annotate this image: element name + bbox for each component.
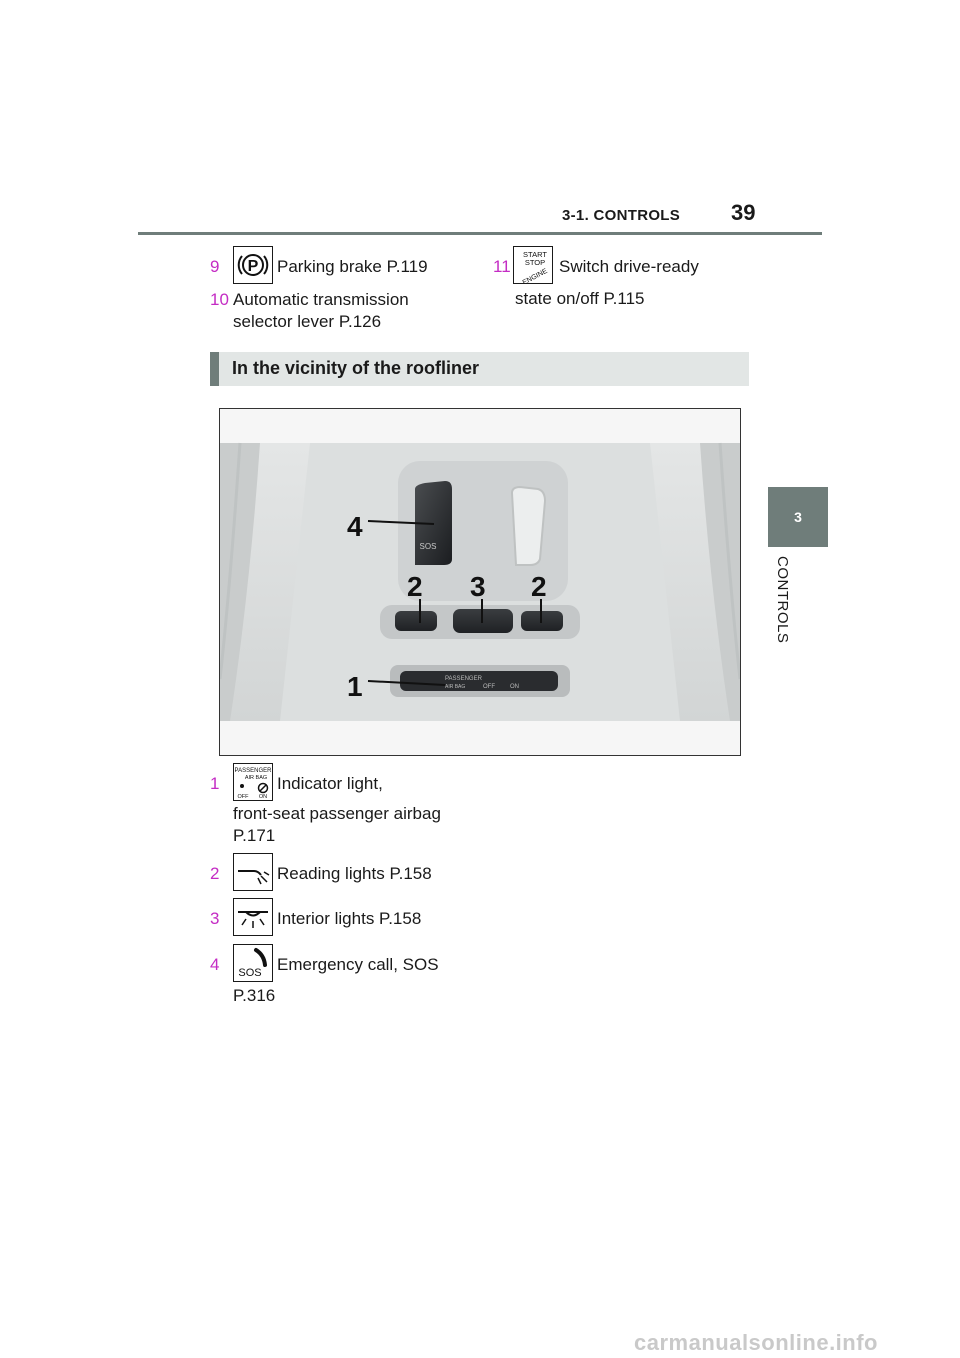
legend-1-line2: front-seat passenger airbag (233, 804, 441, 823)
parking-brake-icon (233, 246, 273, 284)
svg-text:P: P (247, 258, 259, 275)
passenger-airbag-indicator-icon (233, 763, 273, 801)
legend-4-line2: P.316 (233, 986, 276, 1005)
callout-2-left: 2 (407, 571, 423, 602)
item-11-text-line1: Switch drive-ready (559, 257, 699, 276)
chapter-number: 3 (794, 509, 802, 525)
item-number: 3 (210, 909, 220, 928)
item-number: 9 (210, 257, 220, 276)
reading-light-icon (233, 853, 273, 891)
legend-1-line3: P.171 (233, 826, 276, 845)
roofliner-illustration (220, 409, 740, 755)
svg-text:OFF: OFF (237, 794, 249, 800)
svg-text:PASSENGER: PASSENGER (234, 768, 272, 774)
svg-text:AIR BAG: AIR BAG (244, 775, 268, 781)
interior-light-icon (233, 898, 273, 936)
item-11-text-line2: state on/off P.115 (515, 289, 645, 308)
figure-on-text: ON (510, 684, 519, 690)
item-11 (493, 256, 511, 278)
item-9-text: Parking brake P.119 (277, 257, 428, 276)
callout-4: 4 (347, 511, 363, 542)
chapter-side-label (773, 556, 793, 656)
section-heading (210, 352, 749, 386)
icon-label: START (523, 250, 547, 259)
item-9 (210, 256, 219, 278)
roofliner-figure (219, 408, 741, 756)
chapter-label: CONTROLS (774, 556, 791, 644)
callout-1: 1 (347, 671, 363, 702)
legend-item-1 (210, 773, 219, 795)
legend-3-text: Interior lights P.158 (277, 909, 422, 928)
legend-item-4 (210, 954, 219, 976)
item-number: 10 (210, 290, 229, 309)
legend-item-2 (210, 863, 219, 885)
item-number: 1 (210, 774, 220, 793)
item-number: 11 (493, 257, 511, 276)
figure-airbag-text: PASSENGER (445, 676, 482, 682)
chapter-tab (768, 487, 828, 547)
callout-3: 3 (470, 571, 486, 602)
icon-label: STOP (524, 258, 546, 267)
legend-4-line1: Emergency call, SOS (277, 955, 439, 974)
legend-2-text: Reading lights P.158 (277, 864, 432, 883)
item-10-text-line1: Automatic transmission (233, 290, 409, 309)
legend-1-line1: Indicator light, (277, 774, 383, 793)
item-number: 4 (210, 955, 220, 974)
svg-text:ON: ON (258, 794, 268, 800)
page-number: 39 (731, 200, 756, 225)
figure-airbag-sub: AIR BAG (445, 684, 466, 690)
callout-2-right: 2 (531, 571, 547, 602)
figure-off-text: OFF (483, 684, 495, 690)
item-10-text-line2: selector lever P.126 (233, 312, 382, 331)
section-heading-text: In the vicinity of the roofliner (232, 358, 480, 378)
header-rule (138, 232, 822, 235)
running-header-section: 3-1. CONTROLS (562, 207, 681, 224)
start-stop-engine-icon (513, 246, 553, 284)
icon-label: ENGINE (521, 267, 549, 283)
item-number: 2 (210, 864, 220, 883)
watermark: carmanualsonline.info (634, 1330, 878, 1355)
sos-call-icon (233, 944, 273, 982)
figure-sos-text: SOS (419, 542, 437, 551)
item-10 (210, 289, 229, 311)
legend-item-3 (210, 908, 219, 930)
svg-text:SOS: SOS (238, 967, 262, 979)
